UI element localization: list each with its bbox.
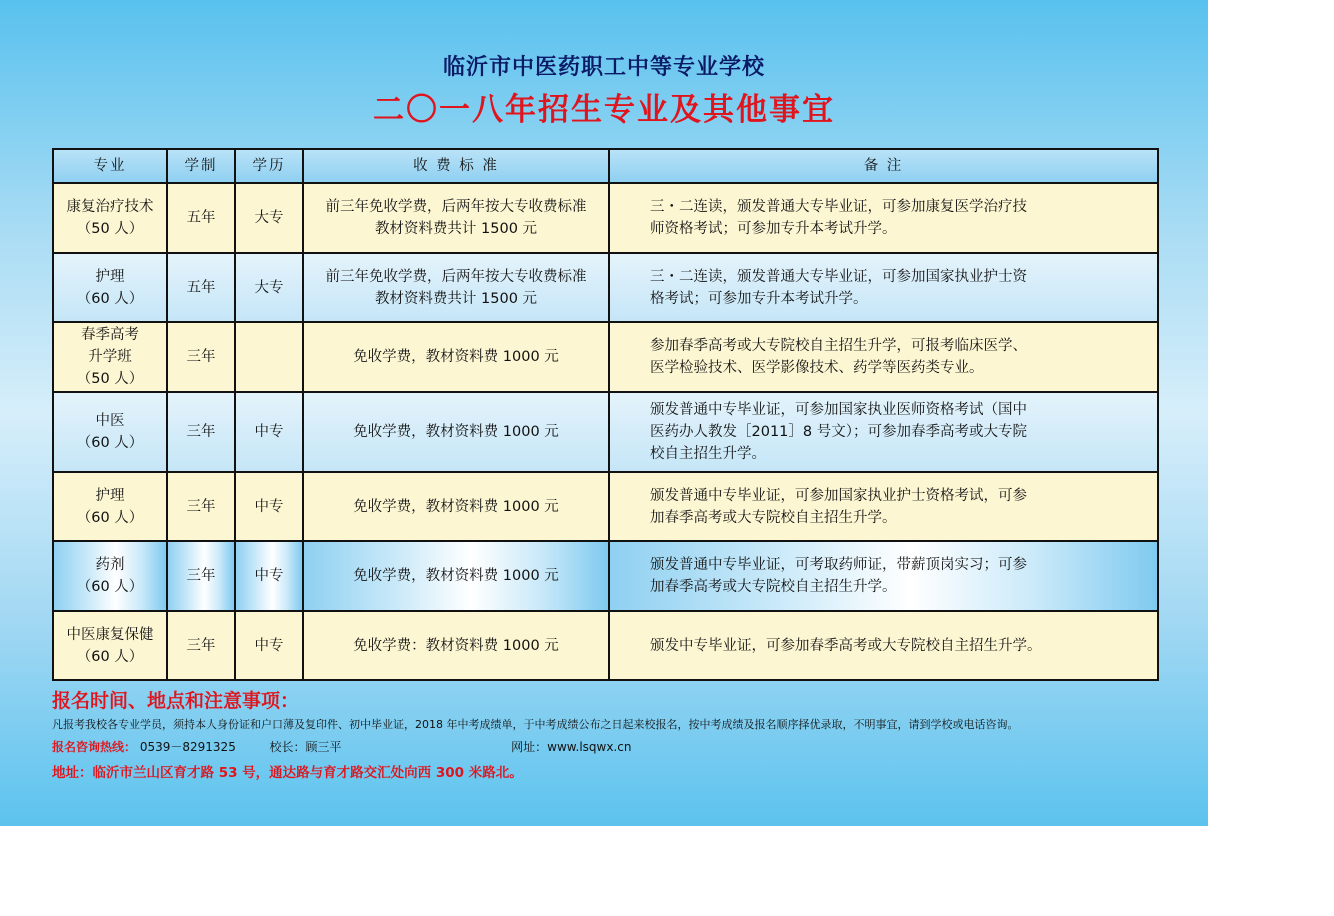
table-row (53, 183, 1158, 253)
major-cell: 护理 （60 人） (53, 472, 167, 541)
note-cell: 颁发普通中专毕业证，可参加国家执业医师资格考试（国中 医药办人教发［2011］8 号文）；可参加春季高考或大专院 校自主招生升学。 (609, 392, 1158, 472)
major-cell: 中医康复保健 （60 人） (53, 611, 167, 680)
col-header-degree: 学历 (235, 149, 303, 183)
note-cell: 三・二连读，颁发普通大专毕业证，可参加康复医学治疗技 师资格考试；可参加专升本考试升学。 (609, 183, 1158, 253)
major-cell: 药剂 （60 人） (53, 541, 167, 611)
note-cell: 颁发普通中专毕业证，可考取药师证，带薪顶岗实习；可参 加春季高考或大专院校自主招生升学。 (609, 541, 1158, 611)
years-cell: 三年 (167, 611, 235, 680)
note-cell: 颁发中专毕业证，可参加春季高考或大专院校自主招生升学。 (609, 611, 1158, 680)
fee-cell: 免收学费：教材资料费 1000 元 (303, 611, 609, 680)
col-header-fee: 收 费 标 准 (303, 149, 609, 183)
registration-heading: 报名时间、地点和注意事项： (52, 690, 300, 712)
website: 网址：www.lsqwx.cn (511, 740, 632, 754)
note-cell: 三・二连读，颁发普通大专毕业证，可参加国家执业护士资 格考试；可参加专升本考试升学。 (609, 253, 1158, 322)
years-cell: 五年 (167, 183, 235, 253)
fee-cell: 免收学费，教材资料费 1000 元 (303, 541, 609, 611)
fee-cell: 免收学费，教材资料费 1000 元 (303, 322, 609, 392)
hotline-label: 报名咨询热线： (52, 740, 137, 754)
table-row (53, 541, 1158, 611)
years-cell: 三年 (167, 541, 235, 611)
major-cell: 康复治疗技术 （50 人） (53, 183, 167, 253)
table-row (53, 392, 1158, 472)
table-row (53, 611, 1158, 680)
degree-cell: 中专 (235, 472, 303, 541)
principal-name: 校长：顾三平 (269, 740, 342, 754)
years-cell: 三年 (167, 392, 235, 472)
major-cell: 春季高考 升学班 （50 人） (53, 322, 167, 392)
table-row (53, 472, 1158, 541)
years-cell: 三年 (167, 322, 235, 392)
col-header-years: 学制 (167, 149, 235, 183)
fee-cell: 前三年免收学费，后两年按大专收费标准 教材资料费共计 1500 元 (303, 183, 609, 253)
contact-line (52, 738, 631, 755)
enrollment-table (52, 148, 1159, 681)
years-cell: 三年 (167, 472, 235, 541)
col-header-major: 专业 (53, 149, 167, 183)
page-title: 二〇一八年招生专业及其他事宜 (373, 92, 835, 128)
degree-cell: 中专 (235, 611, 303, 680)
major-cell: 护理 （60 人） (53, 253, 167, 322)
degree-cell: 大专 (235, 253, 303, 322)
table-row (53, 253, 1158, 322)
address: 地址：临沂市兰山区育才路 53 号，通达路与育才路交汇处向西 300 米路北。 (52, 765, 523, 781)
note-cell: 颁发普通中专毕业证，可参加国家执业护士资格考试，可参 加春季高考或大专院校自主招生升学。 (609, 472, 1158, 541)
registration-description: 凡报考我校各专业学员，须持本人身份证和户口薄及复印件、初中毕业证，2018 年中考成绩单，于中考成绩公布之日起来校报名，按中考成绩及报名顺序择优录取，不明事宜，请到学校或电话咨询。 (52, 718, 1019, 731)
fee-cell: 前三年免收学费，后两年按大专收费标准 教材资料费共计 1500 元 (303, 253, 609, 322)
degree-cell (235, 322, 303, 392)
table-header-row (53, 149, 1158, 183)
major-cell: 中医 （60 人） (53, 392, 167, 472)
table-row (53, 322, 1158, 392)
degree-cell: 中专 (235, 392, 303, 472)
degree-cell: 大专 (235, 183, 303, 253)
col-header-note: 备 注 (609, 149, 1158, 183)
years-cell: 五年 (167, 253, 235, 322)
hotline-number: 0539－8291325 (139, 740, 236, 754)
note-cell: 参加春季高考或大专院校自主招生升学，可报考临床医学、 医学检验技术、医学影像技术、药学等医药类专业。 (609, 322, 1158, 392)
school-name: 临沂市中医药职工中等专业学校 (442, 55, 765, 80)
degree-cell: 中专 (235, 541, 303, 611)
fee-cell: 免收学费，教材资料费 1000 元 (303, 472, 609, 541)
fee-cell: 免收学费，教材资料费 1000 元 (303, 392, 609, 472)
